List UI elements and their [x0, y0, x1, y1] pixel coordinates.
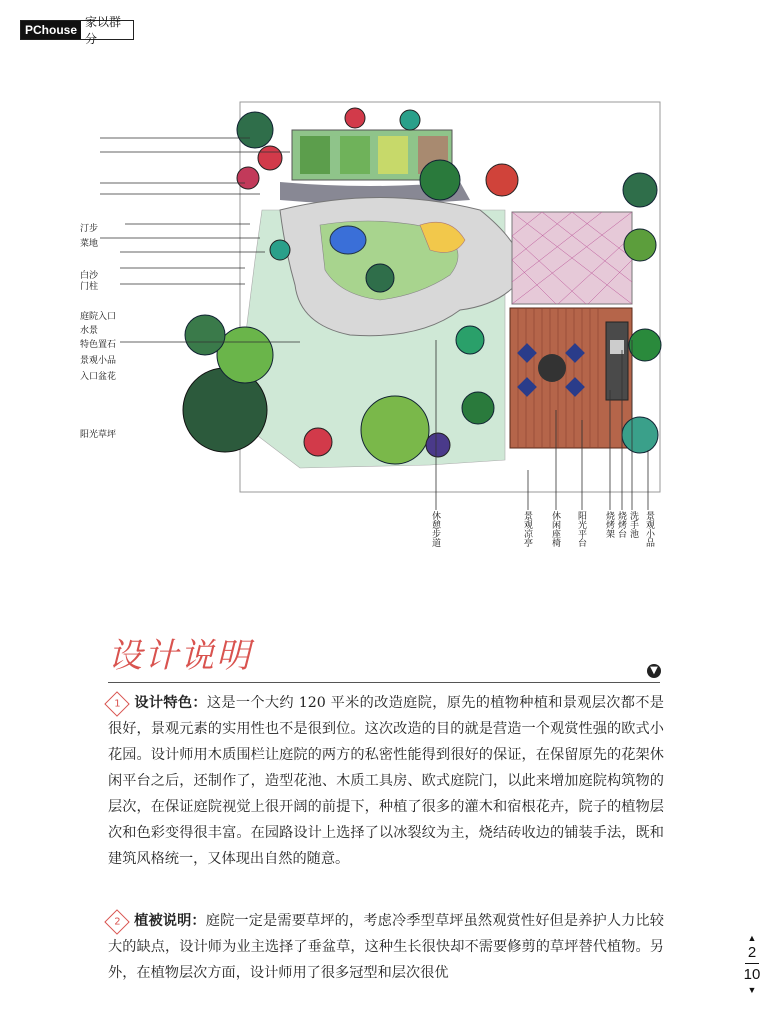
paragraph-design-features [108, 690, 664, 872]
previous-page-icon[interactable]: ▲ [747, 933, 757, 943]
label-sunny-lawn: 阳光草坪 [80, 429, 117, 439]
label-sun-deck: 阳光平台 [577, 511, 587, 547]
water-feature [330, 226, 366, 254]
label-garden-entrance: 庭院入口 [80, 311, 117, 321]
paragraph-lead: 植被说明： [134, 913, 206, 929]
garden-plan [0, 90, 768, 560]
expand-icon[interactable]: ▼ [647, 664, 661, 678]
pchouse-logo[interactable] [20, 15, 134, 46]
garden-plan-drawing [0, 90, 768, 560]
paragraph-text: 这是一个大约 120 平米的改造庭院，原先的植物种植和景观层次都不是很好，景观元素的实用性也不是很到位。这次改造的目的就是营造一个观赏性强的欧式小花园。设计师用木质围栏让庭院的两方的私密性能得到很好的保证，在保留原先的花架休闲平台之后，还制作了，造型花池、木质工具房、欧式庭院门，以此来增加庭院构筑物的层次，在保证庭院视觉上很开阔的前提下，种植了很多的灌木和宿根花卉，院子的植物层次和色彩变得很丰富。在园路设计上选择了以冰裂纹为主，烧结砖收边的铺装手法，既和建筑风格统一，又体现出自然的随意。 [108, 695, 664, 867]
label-water-feature: 水景 [80, 325, 99, 335]
label-landscape-ornament-2: 景观小品 [645, 511, 655, 547]
label-gate-pillar: 门柱 [80, 281, 99, 291]
label-feature-stone: 特色置石 [80, 339, 117, 349]
pager-divider [745, 963, 759, 964]
next-page-icon[interactable]: ▼ [747, 985, 757, 995]
label-stepping-stones: 汀步 [80, 223, 99, 233]
label-bbq-counter: 烧烤台 [617, 511, 627, 538]
label-rest-path: 休憩步道 [431, 511, 441, 547]
label-entrance-planters: 入口盆花 [80, 371, 117, 381]
current-page: 2 [747, 944, 757, 961]
paragraph-lead: 设计特色： [134, 695, 207, 711]
total-pages: 10 [743, 966, 761, 983]
label-bbq-grill: 烧烤架 [605, 511, 615, 538]
number-badge-1: 1 [104, 691, 129, 716]
logo-slogan: 家以群分 [85, 15, 122, 46]
label-white-sand: 白沙 [80, 270, 99, 280]
number-badge-2: 2 [104, 909, 129, 934]
label-landscape-ornament: 景观小品 [80, 355, 117, 365]
label-leisure-seating: 休闲座椅 [551, 511, 561, 547]
paragraph-planting-notes [108, 908, 664, 986]
title-divider [108, 682, 660, 683]
label-pavilion: 景观凉亭 [523, 511, 533, 547]
paragraph-text: 庭院一定是需要草坪的，考虑冷季型草坪虽然观赏性好但是养护人力比较大的缺点，设计师为业主选择了垂盆草，这种生长很快却不需要修剪的草坪替代植物。另外，在植物层次方面，设计师用了很多冠型和层次很优 [108, 913, 664, 981]
logo-brand: PChouse [21, 21, 81, 39]
section-title: 设计说明 [108, 636, 252, 676]
label-vegetable-plot: 菜地 [80, 238, 99, 248]
label-hand-basin: 洗手池 [629, 511, 639, 538]
page-navigator [740, 932, 764, 996]
